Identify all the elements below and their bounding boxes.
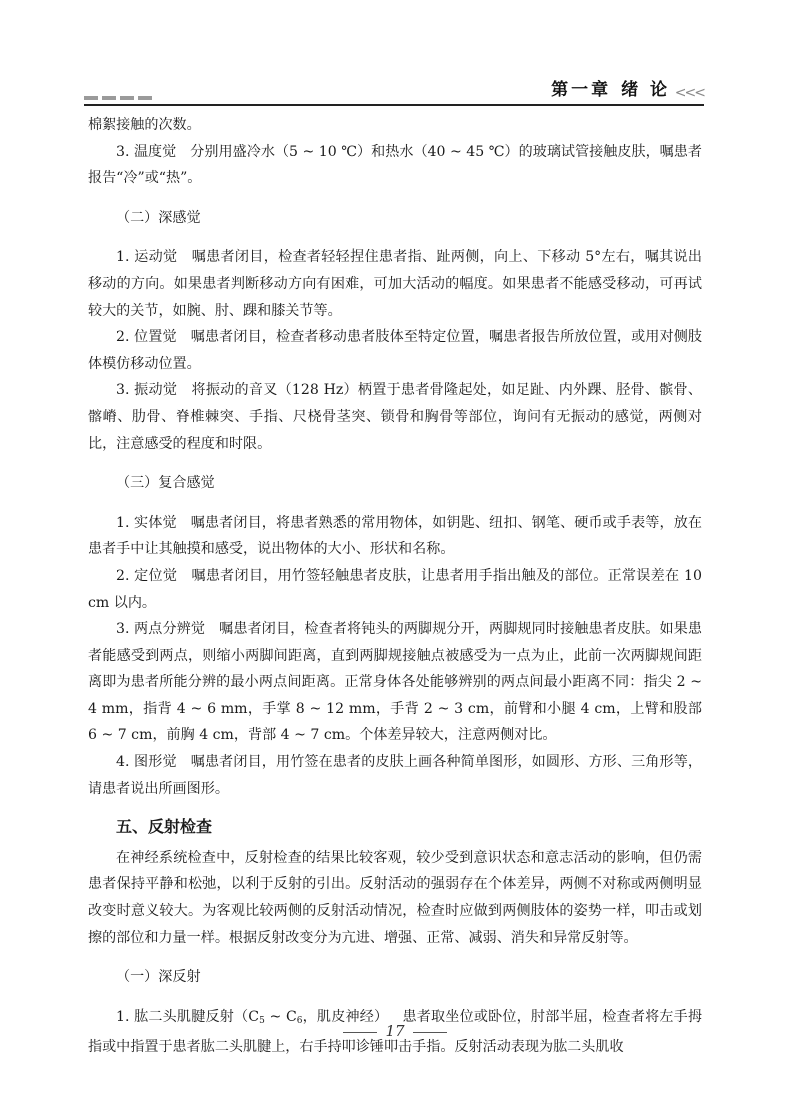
item-label: 1. 肱二头肌腱反射（$C_5$ ~ $C_6$，肌皮神经）	[116, 1008, 389, 1026]
item-text: 嘱患者闭目，检查者移动患者肢体至特定位置，嘱患者报告所放位置，或用对侧肢体模仿移动位置。	[88, 329, 702, 372]
page-footer	[0, 1022, 790, 1040]
item-label: 2. 定位觉	[116, 567, 178, 584]
page-body	[88, 112, 702, 1061]
item-text: 嘱患者闭目，检查者将钝头的两脚规分开，两脚规同时接触患者皮肤。如果患者能感受到两点，则缩小两脚间距离，直到两脚规接触点被感受为一点为止，此前一次两脚规间距离即为患者所能分辨的最小两点间距离。正常身体各处能够辨别的两点间最小距离不同：指尖 2 ~ 4 mm，指背 4 ~ 6 mm，手掌 8 ~ 12 mm，手背 2 ~ 3 cm，前臂和小腿 4 cm，上臂和股部 6 ~ 7 cm，前胸 4 cm，背部 4 ~ 7 cm。个体差异较大，注意两侧对比。	[88, 621, 702, 744]
running-header	[84, 70, 704, 106]
chapter-title	[551, 75, 670, 100]
subsection-heading: （二）深感觉	[116, 209, 201, 226]
item-text: 分别用盛冷水（5 ~ 10 ℃）和热水（40 ~ 45 ℃）的玻璃试管接触皮肤，嘱患者报告“冷”或“热”。	[88, 143, 702, 187]
paragraph	[88, 139, 702, 192]
paragraph	[88, 510, 702, 563]
section-heading: 五、反射检查	[116, 817, 213, 837]
paragraph	[88, 377, 702, 457]
paragraph	[88, 749, 702, 802]
chapter-number: 第一章	[551, 80, 612, 100]
item-text: 患者取坐位或卧位，肘部半屈，检查者将左手拇指或中指置于患者肱二头肌腱上，右手持叩诊锤叩击手指。反射活动表现为肱二头肌收	[88, 1008, 703, 1056]
item-label: 3. 振动觉	[116, 382, 178, 399]
item-text: 嘱患者闭目，用竹签轻触患者皮肤，让患者用手指出触及的部位。正常误差在 10 cm 以内。	[88, 567, 702, 611]
paragraph: 棉絮接触的次数。	[88, 117, 201, 133]
item-text: 嘱患者闭目，将患者熟悉的常用物体，如钥匙、纽扣、钢笔、硬币或手表等，放在患者手中让其触摸和感受，说出物体的大小、形状和名称。	[88, 514, 702, 558]
paragraph	[88, 563, 702, 616]
chapter-name: 绪 论	[621, 80, 670, 100]
item-label: 3. 两点分辨觉	[116, 621, 206, 638]
item-label: 1. 运动觉	[116, 249, 178, 266]
subsection-heading: （一）深反射	[116, 969, 201, 986]
item-text: 嘱患者闭目，检查者轻轻捏住患者指、趾两侧，向上、下移动 5°左右，嘱其说出移动的方向。如果患者判断移动方向有困难，可加大活动的幅度。如果患者不能感受移动，可再试较大的关节，如腕、肘、踝和膝关节等。	[88, 249, 702, 319]
paragraph	[88, 616, 702, 749]
item-label: 3. 温度觉	[116, 143, 177, 160]
item-text: 将振动的音叉（128 Hz）柄置于患者骨隆起处，如足趾、内外踝、胫骨、髌骨、髂嵴、肋骨、脊椎棘突、手指、尺桡骨茎突、锁骨和胸骨等部位，询问有无振动的感觉，两侧对比，注意感受的程度和时限。	[88, 382, 702, 452]
paragraph	[88, 244, 702, 324]
header-decoration	[84, 96, 152, 100]
item-label: 2. 位置觉	[116, 329, 177, 346]
paragraph	[88, 324, 702, 377]
paragraph: 在神经系统检查中，反射检查的结果比较客观，较少受到意识状态和意志活动的影响，但仍需患者保持平静和松弛，以利于反射的引出。反射活动的强弱存在个体差异，两侧不对称或两侧明显改变时意义较大。为客观比较两侧的反射活动情况，检查时应做到两侧肢体的姿势一样，叩击或划擦的部位和力量一样。根据反射改变分为亢进、增强、正常、减弱、消失和异常反射等。	[88, 849, 702, 946]
chevron-left-icon: <<<	[674, 85, 704, 101]
item-text: 嘱患者闭目，用竹签在患者的皮肤上画各种简单图形，如圆形、方形、三角形等，请患者说出所画图形。	[88, 754, 702, 797]
subsection-heading: （三）复合感觉	[116, 475, 215, 492]
item-label: 1. 实体觉	[116, 514, 177, 531]
item-label: 4. 图形觉	[116, 754, 177, 771]
page-number: 17	[385, 1022, 405, 1040]
